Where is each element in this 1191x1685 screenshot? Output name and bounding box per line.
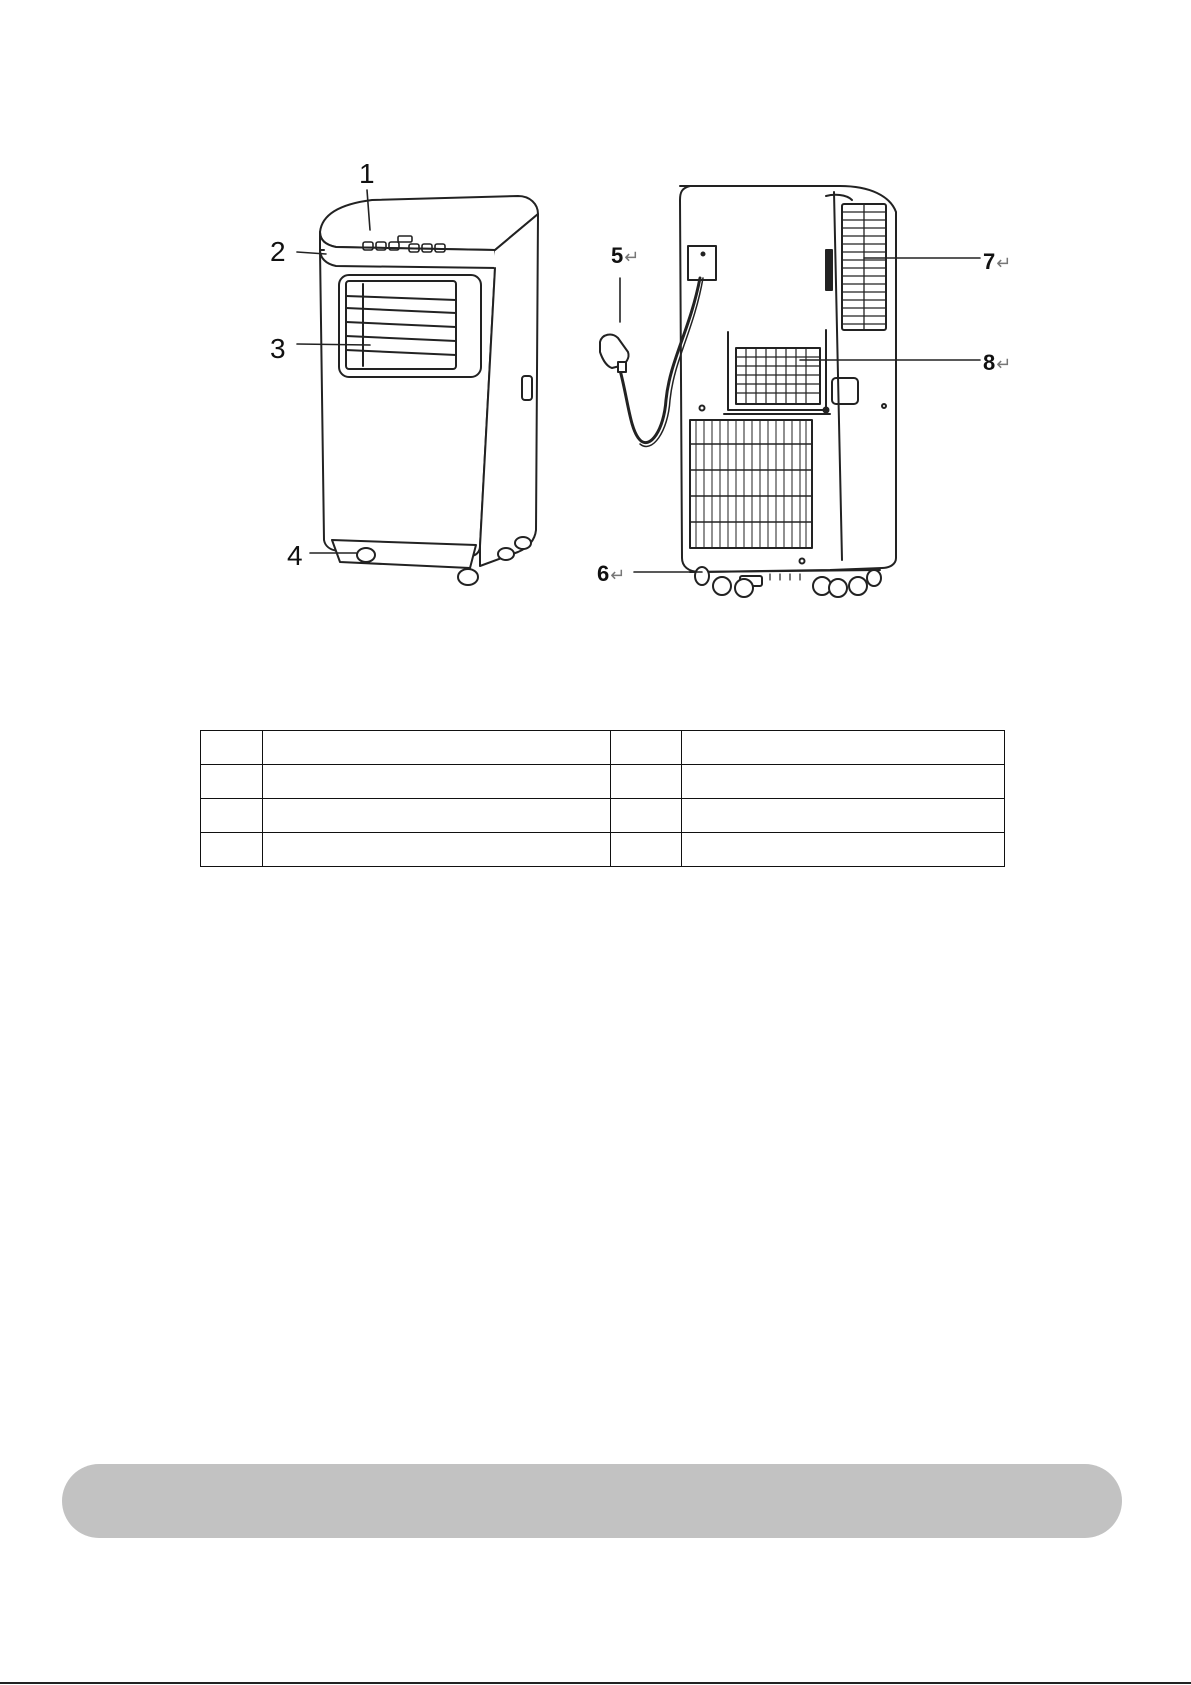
return-mark: ↵ <box>610 565 626 585</box>
table-cell <box>201 731 263 765</box>
back-view-unit <box>600 186 896 597</box>
front-view-unit <box>320 196 538 585</box>
table-cell <box>682 731 1005 765</box>
table-cell <box>611 799 682 833</box>
table-row <box>201 765 1005 799</box>
callout-2: 2 <box>270 236 286 267</box>
table-cell <box>682 799 1005 833</box>
callout-8: 8↵ <box>983 350 1012 375</box>
table-row <box>201 731 1005 765</box>
return-mark: ↵ <box>996 253 1012 273</box>
callout-7: 7↵ <box>983 249 1012 274</box>
callout-6: 6↵ <box>597 561 626 586</box>
page-bottom-rule <box>0 1682 1191 1684</box>
footer-bar <box>62 1464 1122 1538</box>
table-cell <box>682 833 1005 867</box>
table-row <box>201 799 1005 833</box>
parts-table <box>200 730 1005 867</box>
table-cell <box>263 765 611 799</box>
table-cell <box>201 765 263 799</box>
return-mark: ↵ <box>996 354 1012 374</box>
callout-3: 3 <box>270 333 286 364</box>
table-cell <box>611 833 682 867</box>
callout-1: 1 <box>359 158 375 189</box>
table-cell <box>201 833 263 867</box>
table-cell <box>263 799 611 833</box>
table-row <box>201 833 1005 867</box>
table-cell <box>682 765 1005 799</box>
callout-5: 5↵ <box>611 243 640 268</box>
table-cell <box>263 731 611 765</box>
return-mark: ↵ <box>624 247 640 267</box>
table-cell <box>263 833 611 867</box>
table-cell <box>611 765 682 799</box>
table-cell <box>611 731 682 765</box>
callout-4: 4 <box>287 540 303 571</box>
product-illustration <box>0 0 1191 620</box>
table-cell <box>201 799 263 833</box>
